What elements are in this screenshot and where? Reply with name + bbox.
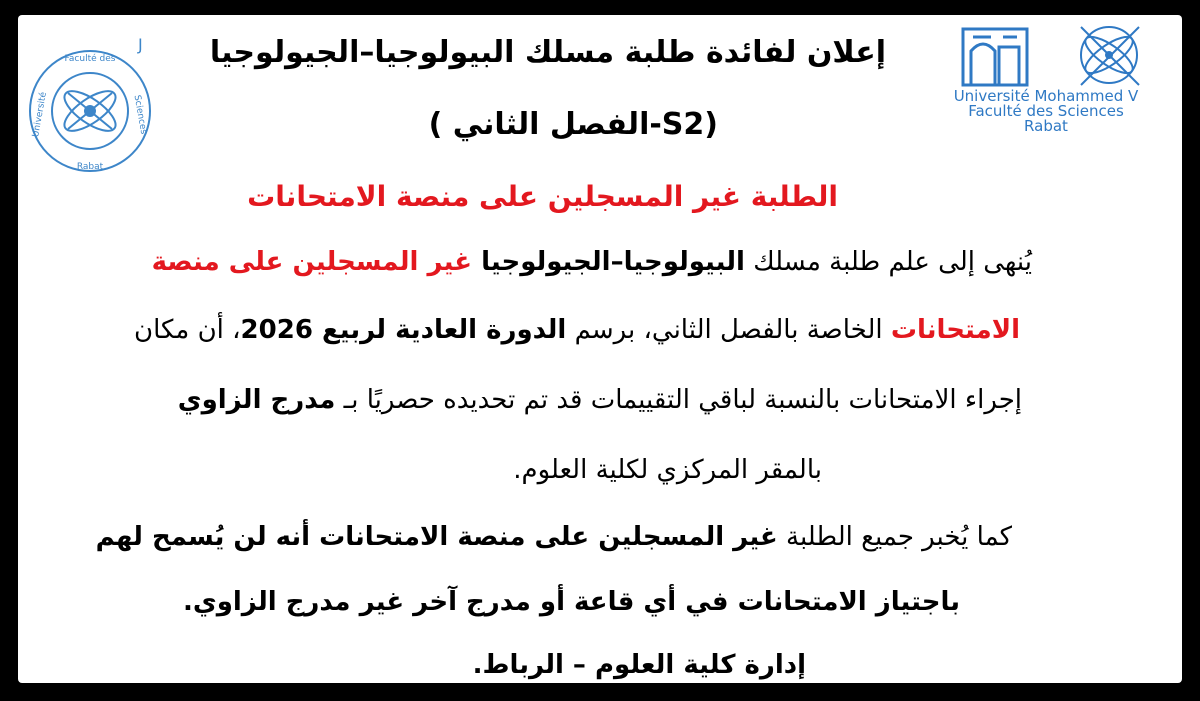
paragraph-line-4: [513, 455, 822, 485]
paragraph-line-3: [178, 385, 1022, 415]
paragraph-line-2: [134, 315, 1020, 345]
faculty-stamp-logo: [20, 35, 162, 177]
text-run: كما يُخبر جميع الطلبة: [777, 522, 1012, 552]
text-run: الدورة العادية لربيع 2026: [240, 315, 567, 345]
text-run: باجتياز الامتحانات في أي قاعة أو مدرج آخر غير مدرج الزاوي.: [183, 587, 960, 617]
text-run: مدرج الزاوي: [177, 385, 336, 415]
signature: إدارة كلية العلوم – الرباط.: [472, 650, 806, 680]
announcement-subtitle: الطلبة غير المسجلين على منصة الامتحانات: [247, 180, 838, 213]
text-run: الخاصة بالفصل الثاني، برسم: [566, 315, 891, 345]
text-run: الامتحانات: [890, 315, 1020, 345]
svg-text:Université: Université: [31, 91, 49, 138]
text-run: البيولوجيا–الجيولوجيا: [481, 247, 745, 277]
svg-text:Sciences: Sciences: [131, 94, 149, 136]
announcement-page: [18, 15, 1182, 683]
svg-text:Faculté des: Faculté des: [64, 54, 116, 64]
text-run: غير المسجلين على منصة: [151, 247, 482, 277]
text-run: يُنهى إلى علم طلبة مسلك: [744, 247, 1032, 277]
paragraph-line-6: [183, 587, 960, 617]
semester-title: (S2-الفصل الثاني ): [428, 107, 718, 142]
paragraph-line-1: [152, 247, 1032, 277]
text-run: إجراء الامتحانات بالنسبة لباقي التقييمات قد تم تحديده حصريًا بـ: [335, 385, 1022, 415]
text-run: غير المسجلين على منصة الامتحانات أنه لن يُسمح لهم: [95, 522, 778, 552]
text-run: بالمقر المركزي لكلية العلوم.: [513, 455, 822, 485]
university-name-line3: Rabat: [1024, 117, 1068, 135]
svg-text:Rabat: Rabat: [76, 162, 104, 172]
university-name-line1: Université Mohammed V: [953, 87, 1139, 105]
announcement-title: إعلان لفائدة طلبة مسلك البيولوجيا–الجيولوجيا: [209, 35, 886, 70]
paragraph-line-5: [96, 522, 1012, 552]
text-run: ، أن مكان: [134, 315, 241, 345]
stamp-mark: J: [138, 35, 143, 54]
university-name-line2: Faculté des Sciences: [968, 102, 1124, 120]
university-name: [916, 89, 1176, 134]
